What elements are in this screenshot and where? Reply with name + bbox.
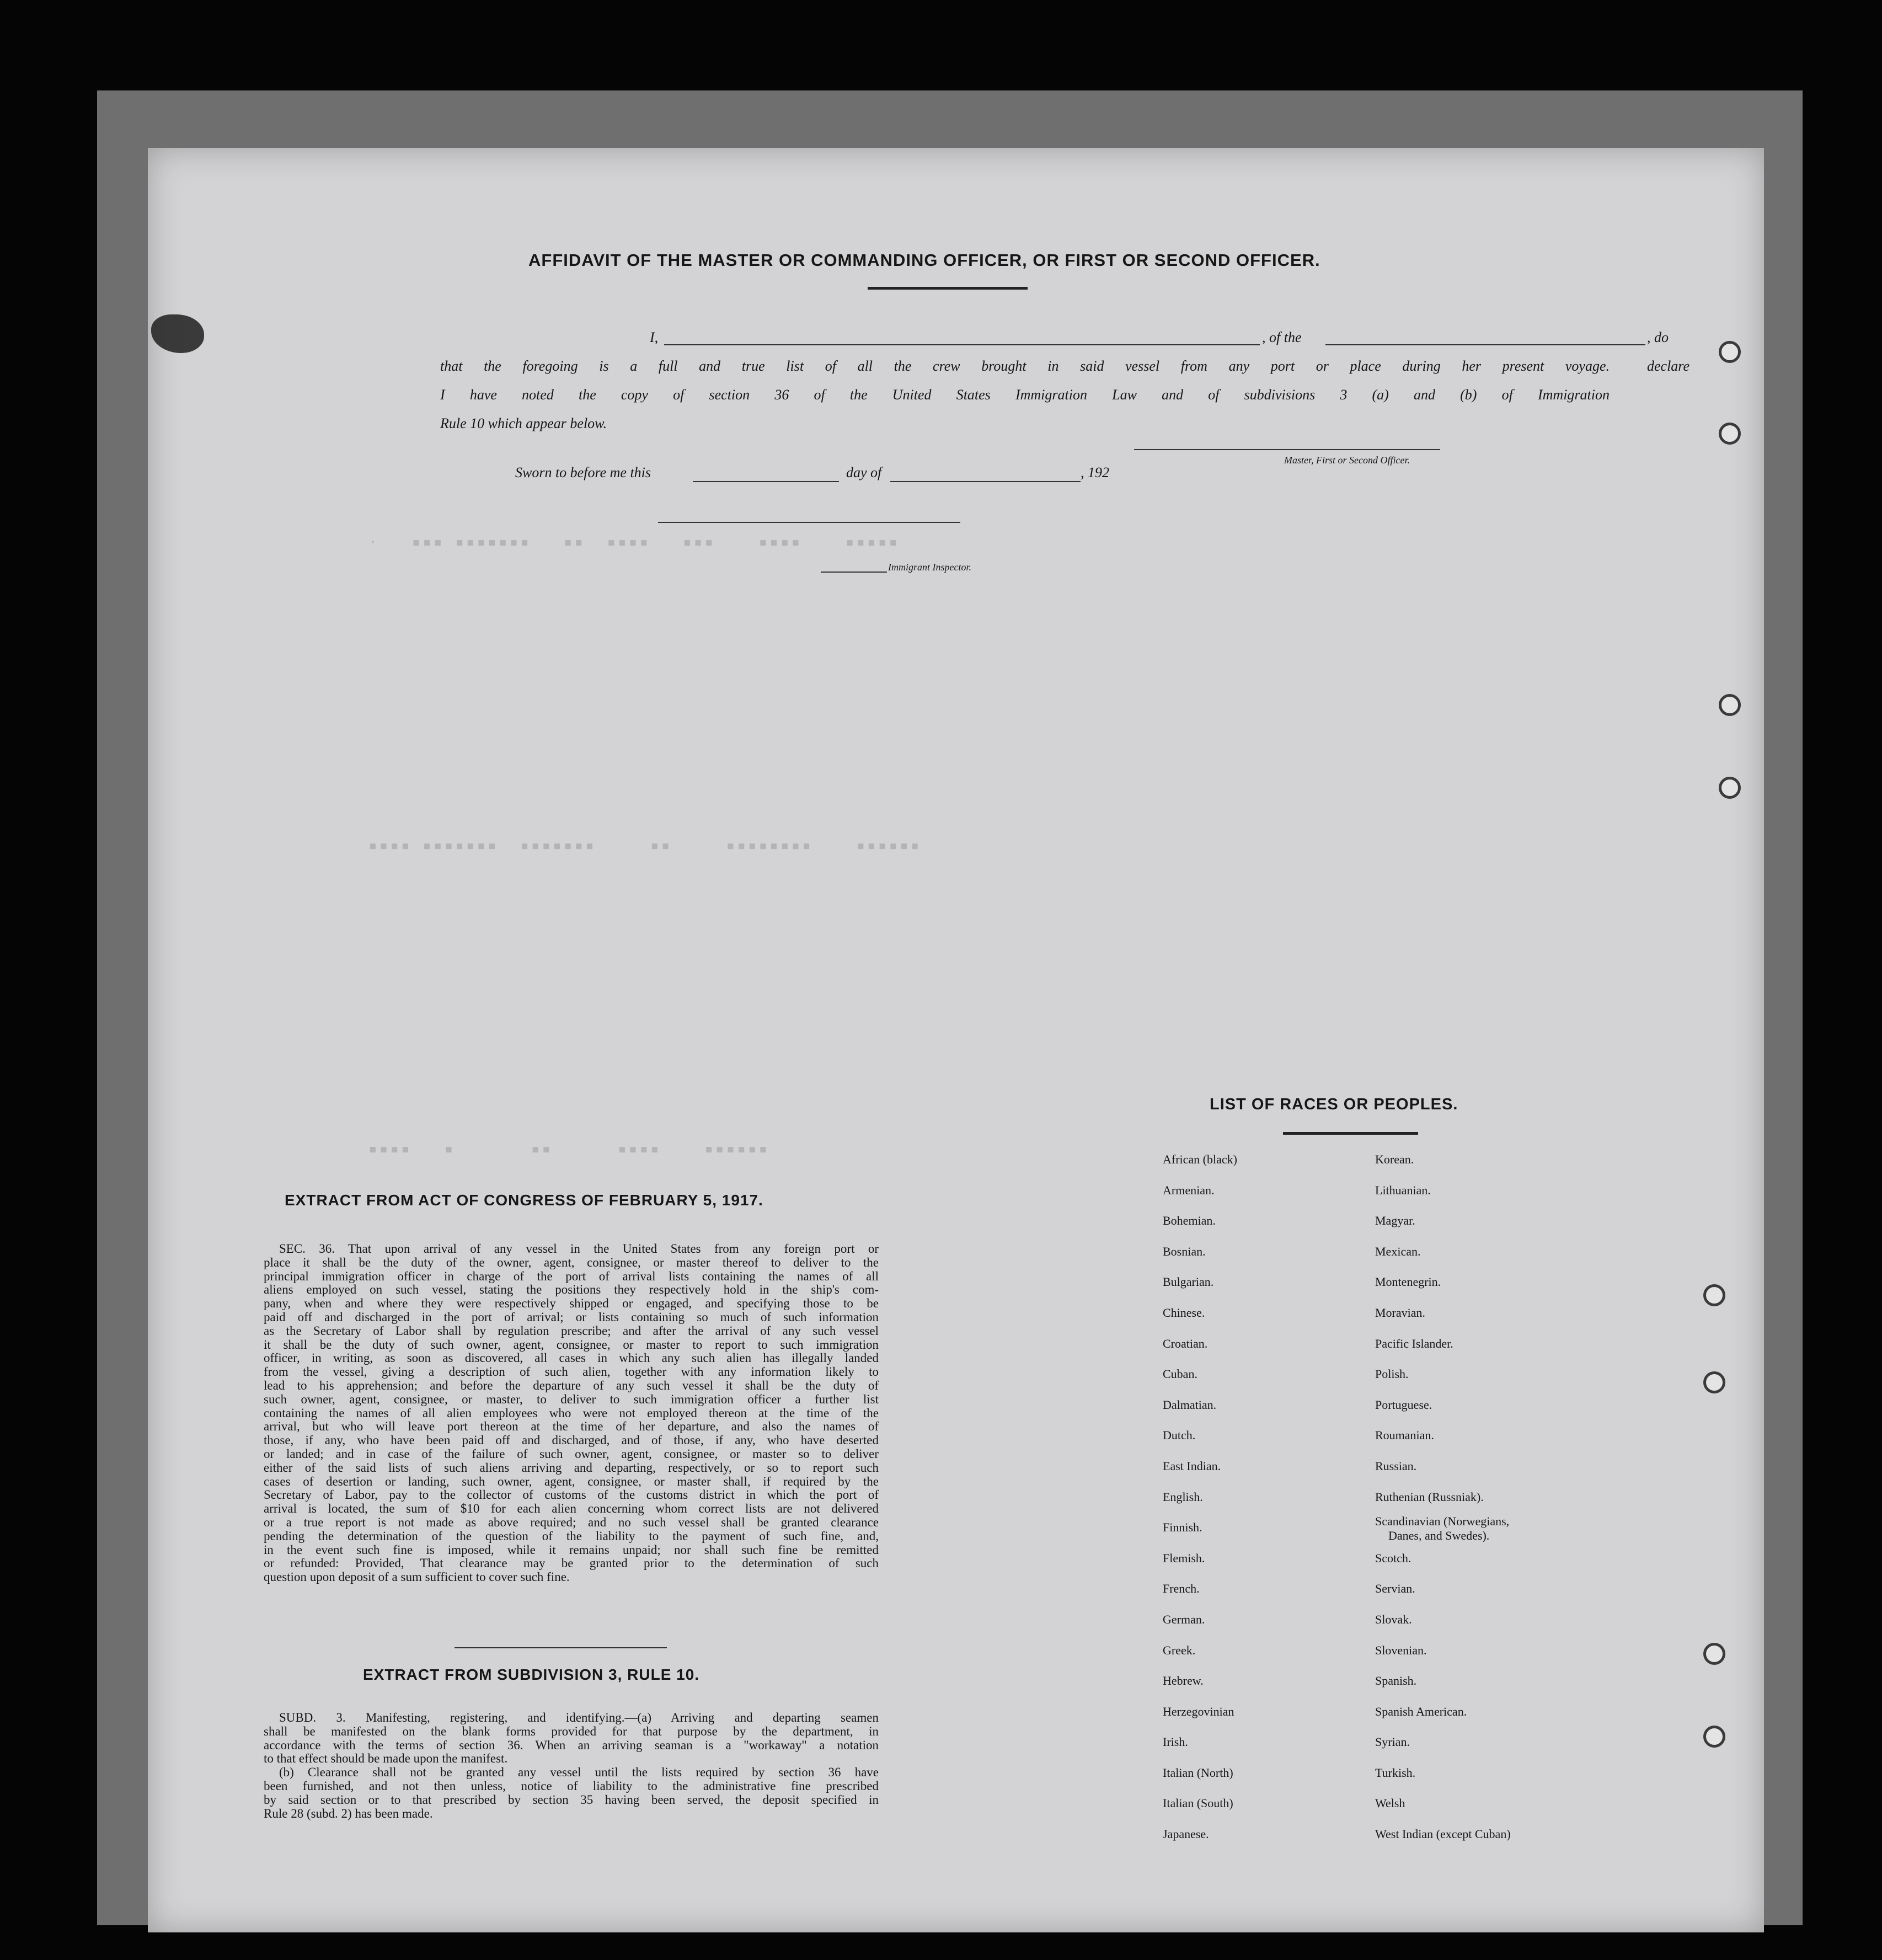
rule-text-line: Rule 28 (subd. 2) has been made. [264,1806,433,1820]
act-text-line: aliens employed on such vessel, stating the positions they respectively hold in the ship's com- [264,1283,879,1297]
act-text-line: principal immigration officer in charge of the port of arrival lists containing the names of all [264,1269,879,1283]
race-item: Moravian. [1375,1305,1426,1320]
race-item: Turkish. [1375,1765,1416,1780]
act-text-line: pending the determination of the question of the liability to the payment of such fine, and, [264,1529,879,1543]
race-item: Roumanian. [1375,1428,1434,1443]
vessel-blank [1325,344,1645,345]
race-item: Scotch. [1375,1551,1412,1565]
race-item: Greek. [1163,1643,1196,1657]
race-item: French. [1163,1582,1200,1596]
binder-hole [1719,694,1741,716]
race-item: Armenian. [1163,1183,1215,1197]
declaration-line-4: Rule 10 which appear below. [440,415,607,431]
act-text-line: lead to his apprehension; and before the departure of any such vessel it shall be the duty of [264,1378,879,1392]
sworn-day-blank [693,481,839,482]
rule-extract-title: EXTRACT FROM SUBDIVISION 3, RULE 10. [363,1666,700,1683]
race-item: English. [1163,1489,1203,1504]
race-item: Korean. [1375,1152,1414,1166]
act-extract-title: EXTRACT FROM ACT OF CONGRESS OF FEBRUARY 5, 1917. [285,1192,763,1209]
race-item: Irish. [1163,1735,1188,1749]
declaration-of-the: , of the [1262,329,1302,345]
race-item: Bohemian. [1163,1214,1216,1228]
act-text-line: arrival is located, the sum of $10 for each alien concerning whom correct lists are not delivered [264,1502,879,1516]
act-text-line: or a true report is not made as above required; and no such vessel shall be granted clearance [264,1515,879,1529]
binder-hole [1703,1726,1725,1748]
act-text-line: in the event such fine is imposed, while it remains unpaid; nor shall such fine be remitted [264,1542,879,1557]
rule-text-line: accordance with the terms of section 36. When an arriving seaman is a "workaway" a notation [264,1738,879,1752]
race-item: Dalmatian. [1163,1397,1217,1412]
declaration-line-3: I have noted the copy of section 36 of the United States Immigration Law and of subdivisions 3 (a) and (b) of Immigration [440,387,1610,403]
races-column-2 [1375,1144,1596,1850]
inspector-signature-line [658,522,960,523]
race-item: Finnish. [1163,1520,1202,1535]
race-item: Magyar. [1375,1214,1415,1228]
act-text-line: or landed; and in case of the failure of such owner, agent, consignee, or master so to deliver [264,1446,879,1461]
sworn-month-blank [890,481,1081,482]
race-item: Ruthenian (Russniak). [1375,1489,1484,1504]
affidavit-title: AFFIDAVIT OF THE MASTER OR COMMANDING OFFICER, OR FIRST OR SECOND OFFICER. [528,250,1320,270]
rule-text-line: shall be manifested on the blank forms provided for that purpose by the department, in [264,1724,879,1738]
act-text-line: paid off and discharged in the port of arrival; or lists containing so much of such information [264,1310,879,1324]
races-title: LIST OF RACES OR PEOPLES. [1210,1096,1458,1113]
binder-hole [1719,777,1741,799]
race-item: East Indian. [1163,1459,1221,1473]
race-item: African (black) [1163,1152,1237,1166]
race-item: Herzegovinian [1163,1704,1234,1718]
race-item: Slovak. [1375,1612,1412,1626]
race-item: Chinese. [1163,1305,1205,1320]
act-text-line: question upon deposit of a sum sufficient to cover such fine. [264,1570,570,1584]
sworn-day-of: day of [846,464,882,480]
race-item: Welsh [1375,1796,1405,1811]
master-signature-line [1134,449,1440,450]
race-item: Syrian. [1375,1735,1410,1749]
binder-hole [1703,1284,1725,1306]
act-text-line: containing the names of all alien employees who were not employed thereon at the time of the [264,1406,879,1420]
binder-hole [1719,341,1741,363]
race-item: Lithuanian. [1375,1183,1431,1197]
title-underline [868,287,1028,290]
rule-text-line: SUBD. 3. Manifesting, registering, and identifying.—(a) Arriving and departing seamen [279,1711,879,1724]
race-item: German. [1163,1612,1205,1626]
sworn-year: , 192 [1081,464,1109,480]
race-item: Montenegrin. [1375,1275,1441,1289]
race-item: Dutch. [1163,1428,1196,1443]
race-item: Portuguese. [1375,1397,1432,1412]
act-text-line: arrival, but who will leave port thereon at the time of her departure, and also the names of [264,1419,879,1434]
act-text-line: from the vessel, giving a description of such alien, together with any information likely to [264,1365,879,1379]
act-text-line: it shall be the duty of such owner, agent, consignee, or master to report to such immigration [264,1337,879,1352]
race-item: Bosnian. [1163,1244,1206,1258]
race-item: Pacific Islander. [1375,1336,1453,1350]
race-item: Mexican. [1375,1244,1421,1258]
bleed-through: · ▪▪▪ ▪▪▪▪▪▪▪ ▪▪ ▪▪▪▪ ▪▪▪ ▪▪▪▪ ▪▪▪▪▪ [368,534,900,551]
race-item: Cuban. [1163,1367,1197,1381]
act-text-line: Secretary of Labor, pay to the collector of customs of the customs district in which the port of [264,1488,879,1502]
name-blank [664,344,1260,345]
bleed-through: ▪▪▪▪ ▪▪▪▪▪▪▪ ▪▪▪▪▪▪▪ ▪▪ ▪▪▪▪▪▪▪▪ ▪▪▪▪▪▪ [368,837,922,854]
rule-text-line: (b) Clearance shall not be granted any vessel until the lists required by section 36 have [279,1765,879,1780]
act-text-line: or refunded: Provided, That clearance may be granted prior to the determination of such [264,1556,879,1571]
race-item: Italian (South) [1163,1796,1233,1811]
race-item: Slovenian. [1375,1643,1427,1657]
race-item: Russian. [1375,1459,1417,1473]
affidavit-declaration [440,323,1689,438]
race-item: West Indian (except Cuban) [1375,1827,1511,1841]
rule-text-line: been furnished, and not then unless, notice of liability to the administrative fine prescribed [264,1779,879,1793]
act-text-line: cases of desertion or landing, such owner, agent, consignee, or master shall, if required by the [264,1474,879,1488]
declaration-line-2: that the foregoing is a full and true list of all the crew brought in said vessel from any port or place during her present voyage. [440,358,1610,374]
binder-hole [1719,423,1741,445]
rule-text-line: by said section or to that prescribed by section 35 having been served, the deposit specified in [264,1792,879,1807]
race-item: Japanese. [1163,1827,1209,1841]
race-item: Spanish. [1375,1674,1417,1688]
document-page [148,148,1764,1932]
race-item: Servian. [1375,1582,1415,1596]
act-text-line: either of the said lists of such aliens arriving and departing, respectively, or so to report such [264,1460,879,1475]
race-item: Scandinavian (Norwegians, Danes, and Swedes). [1375,1512,1596,1543]
bleed-through: ▪▪▪▪ ▪ ▪▪ ▪▪▪▪ ▪▪▪▪▪▪ [368,1141,770,1157]
race-item-continuation: Danes, and Swedes). [1388,1529,1490,1543]
race-item: Flemish. [1163,1551,1205,1565]
binder-hole [1703,1643,1725,1665]
rule-extract-body [264,1711,879,1820]
race-item: Spanish American. [1375,1704,1467,1718]
act-text-line: pany, when and where they were respectively shipped or engaged, and specifying those to be [264,1296,879,1311]
rule-text-line: to that effect should be made upon the manifest. [264,1751,508,1766]
ink-smudge [151,314,204,353]
inspector-label: Immigrant Inspector. [888,562,971,573]
declaration-do-declare: , do declare [1647,329,1689,374]
declaration-i: I, [650,329,659,345]
race-item: Italian (North) [1163,1765,1233,1780]
act-text-line: place it shall be the duty of the owner, agent, consignee, or master thereof to deliver to the [264,1255,879,1269]
sworn-prefix: Sworn to before me this [515,464,651,480]
act-extract-body [264,1242,879,1584]
section-divider [455,1647,667,1648]
master-signature-label: Master, First or Second Officer. [1284,455,1410,466]
races-underline [1283,1132,1418,1135]
act-text-line: SEC. 36. That upon arrival of any vessel in the United States from any foreign port or [279,1242,879,1256]
race-item: Croatian. [1163,1336,1208,1350]
act-text-line: those, if any, who have been paid off and discharged, and of those, if any, who have deserted [264,1433,879,1448]
act-text-line: such owner, agent, consignee, or master, to deliver to such immigration officer a further list [264,1392,879,1406]
races-column-1 [1163,1144,1372,1850]
race-item: Hebrew. [1163,1674,1204,1688]
race-item: Polish. [1375,1367,1409,1381]
inspector-short-line [821,572,887,573]
act-text-line: officer, in writing, as soon as discovered, all cases in which any such alien has illegally landed [264,1351,879,1365]
race-item: Bulgarian. [1163,1275,1214,1289]
binder-hole [1703,1371,1725,1393]
sworn-line [515,464,1287,487]
act-text-line: as the Secretary of Labor shall by regulation prescribe; and after the arrival of any such vessel [264,1323,879,1338]
